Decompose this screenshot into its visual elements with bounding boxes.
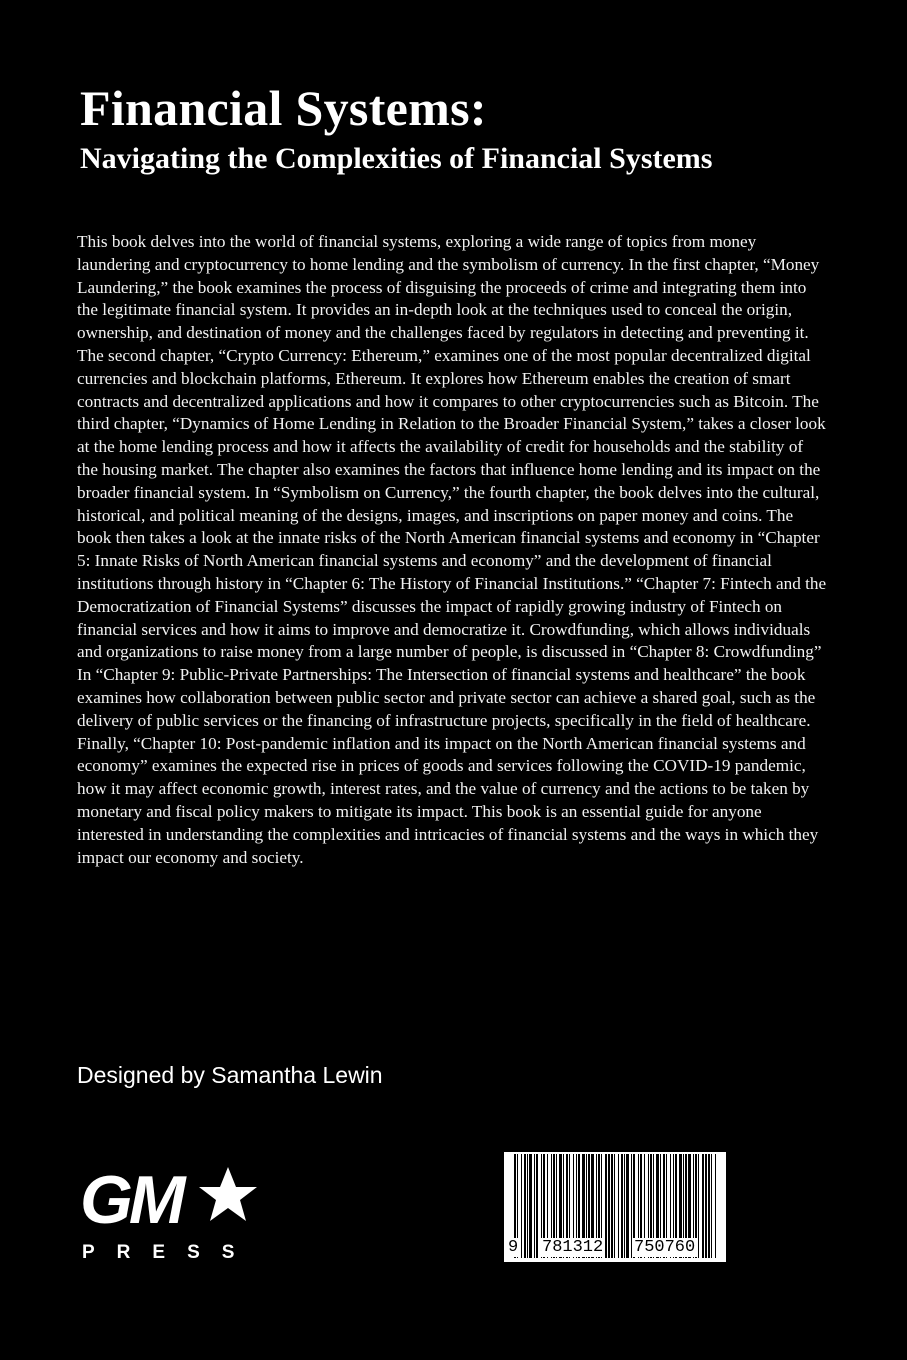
isbn-digits xyxy=(504,1238,726,1260)
book-title: Financial Systems: xyxy=(80,80,487,136)
isbn-right-digits: 750760 xyxy=(634,1238,696,1257)
logo-mark-text: GM xyxy=(80,1165,182,1238)
designer-credit: Designed by Samantha Lewin xyxy=(77,1062,383,1088)
isbn-first-digit: 9 xyxy=(508,1238,519,1257)
isbn-left-digits: 781312 xyxy=(542,1238,604,1257)
gm-press-logo-icon xyxy=(80,1165,260,1265)
book-description: This book delves into the world of financial systems, exploring a wide range of topics from money laundering and cryptocurrency to home lending and the symbolism of currency. In the first chapter, “Money Laundering,” the book examines the process of disguising the proceeds of crime and integrating them into the legitimate financial system. It provides an in-depth look at the techniques used to conceal the origin, ownership, and destination of money and the challenges faced by regulators in detecting and preventing it. The second chapter, “Crypto Currency: Ethereum,” examines one of the most popular decentralized digital currencies and blockchain platforms, Ethereum. It explores how Ethereum enables the creation of smart contracts and decentralized applications and how it compares to other cryptocurrencies such as Bitcoin. The third chapter, “Dynamics of Home Lending in Relation to the Broader Financial System,” takes a closer look at the home lending process and how it affects the availability of credit for households and the stability of the housing market. The chapter also examines the factors that influence home lending and its impact on the broader financial system. In “Symbolism on Currency,” the fourth chapter, the book delves into the cultural, historical, and political meaning of the designs, images, and inscriptions on paper money and coins. The book then takes a look at the innate risks of the North American financial systems and economy in “Chapter 5: Innate Risks of North American financial systems and economy” and the development of financial institutions through history in “Chapter 6: The History of Financial Institutions.” “Chapter 7: Fintech and the Democratization of Financial Systems” discusses the impact of rapidly growing industry of Fintech on financial services and how it aims to improve and democratize it. Crowdfunding, which allows individuals and organizations to raise money from a large number of people, is discussed in “Chapter 8: Crowdfunding” In “Chapter 9: Public-Private Partnerships: The Intersection of financial systems and healthcare” the book examines how collaboration between public sector and private sector can achieve a shared goal, such as the delivery of public services or the financing of infrastructure projects, specifically in the field of healthcare. Finally, “Chapter 10: Post-pandemic inflation and its impact on the North American financial systems and economy” examines the expected rise in prices of goods and services following the COVID-19 pandemic, how it may affect economic growth, interest rates, and the value of currency and the actions to be taken by monetary and fiscal policy makers to mitigate its impact. This book is an essential guide for anyone interested in understanding the complexities and intricacies of financial systems and the ways in which they impact our economy and society. xyxy=(77,232,827,867)
book-subtitle: Navigating the Complexities of Financial Systems xyxy=(80,142,713,175)
star-icon xyxy=(199,1167,257,1221)
publisher-logo xyxy=(80,1165,260,1265)
isbn-barcode xyxy=(504,1152,726,1262)
logo-word-text: PRESS xyxy=(82,1242,257,1263)
